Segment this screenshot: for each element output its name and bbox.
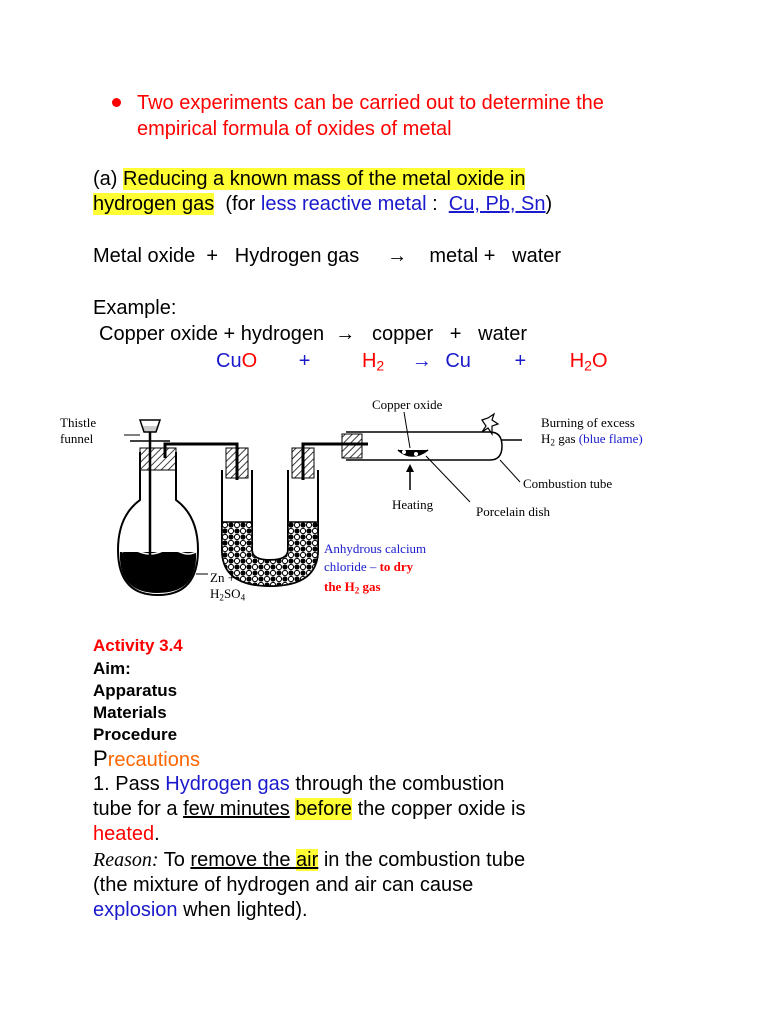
item1-mid: through the combustion (289, 773, 505, 795)
chem-water-h: H (569, 350, 585, 372)
chem-plus-2: + (514, 350, 527, 372)
burning-h-sub: 2 (550, 437, 555, 448)
gas-text: gas (359, 579, 381, 594)
method-a-paren-close: ) (545, 193, 553, 215)
zn-label: Zn + (210, 570, 236, 585)
combustion-tube (342, 432, 502, 460)
example-word-equation (99, 322, 527, 347)
activity-materials: Materials (93, 703, 167, 722)
reason-to: To (158, 849, 191, 871)
item2-few-minutes: few minutes (183, 798, 290, 820)
chem-plus-1: + (298, 350, 311, 372)
reason-line-3 (93, 898, 308, 923)
reason-remove-air (190, 849, 318, 871)
conical-flask (118, 448, 198, 595)
activity-title: Activity 3.4 (93, 636, 183, 655)
method-a-label: (a) (93, 168, 123, 190)
anhydrous-label-2 (324, 559, 413, 575)
apparatus-svg (0, 390, 768, 620)
apparatus-diagram (0, 390, 768, 620)
chem-h2 (362, 350, 384, 372)
activity-procedure: Procedure (93, 725, 178, 744)
porcelain-dish-label: Porcelain dish (476, 504, 551, 519)
burning-gas: gas (554, 431, 579, 446)
explosion-text: explosion (93, 899, 178, 921)
item3-heated: heated (93, 823, 155, 845)
less-reactive-metal: less reactive metal (260, 193, 427, 215)
reason-air: air (296, 849, 319, 871)
precaution-line-1 (93, 772, 504, 797)
example-arrow-icon: → (335, 323, 356, 345)
eq-water: water (512, 245, 562, 267)
h2so4-h: H (210, 586, 220, 601)
heating-label: Heating (392, 497, 434, 512)
eq-metal-oxide: Metal oxide (93, 245, 196, 267)
burning-h: H (541, 431, 551, 446)
thistle-funnel-label-2: funnel (60, 431, 94, 446)
chem-cu: Cu (216, 350, 242, 372)
precautions-p: P (93, 746, 108, 771)
chem-water-o: O (591, 350, 608, 372)
precaution-line-2 (93, 797, 526, 822)
example-water: water (478, 323, 528, 345)
precautions-rest: recautions (107, 749, 200, 771)
h2so4-so: SO (223, 586, 241, 601)
to-dry-text: to dry (379, 559, 414, 574)
reason-label: Reason: (93, 849, 159, 871)
chemical-equation (216, 349, 608, 374)
method-a-line-2 (93, 192, 552, 217)
example-copper: copper (371, 323, 434, 345)
flame-icon (482, 414, 498, 434)
item3-dot: . (154, 823, 160, 845)
precautions-heading (93, 746, 200, 773)
method-a-paren-open: (for (225, 193, 261, 215)
dry-h2-label (324, 579, 381, 595)
reason-line (93, 848, 525, 873)
example-plus: + (449, 323, 462, 345)
h2so4-sub4: 4 (240, 592, 246, 603)
method-a-line-1 (93, 167, 525, 192)
chem-o: O (241, 350, 258, 372)
the-h-text: the H (324, 579, 355, 594)
item1-hydrogen: Hydrogen gas (165, 773, 290, 795)
intro-text: Two experiments can be carried out to determine the empirical formula of oxides of metal (137, 92, 604, 140)
eq-hydrogen-gas: Hydrogen gas (234, 245, 360, 267)
anhydrous-label-1: Anhydrous calcium (324, 541, 427, 556)
example-heading: Example: (93, 297, 177, 319)
burning-label-1: Burning of excess (541, 415, 635, 430)
chem-h: H (361, 350, 377, 372)
method-a-colon: : (426, 193, 438, 215)
method-a-title-2: hydrogen gas (93, 193, 215, 215)
word-equation (93, 244, 561, 269)
activity-aim: Aim: (93, 659, 131, 678)
reason-end: in the combustion tube (318, 849, 526, 871)
item1-num: 1. Pass (93, 773, 166, 795)
reason-line-2: (the mixture of hydrogen and air can cause (93, 874, 474, 896)
thistle-funnel-label-1: Thistle (60, 415, 97, 430)
activity-apparatus: Apparatus (93, 681, 178, 700)
chem-water-sub: 2 (584, 357, 592, 374)
chem-h-sub: 2 (376, 357, 385, 374)
method-a-title-1: Reducing a known mass of the metal oxide in (123, 168, 526, 190)
item2-start: tube for a (93, 798, 184, 820)
combustion-tube-label: Combustion tube (523, 476, 613, 491)
dash-text: – (366, 559, 380, 574)
item2-before: before (295, 798, 353, 820)
eq-metal: metal + (429, 245, 496, 267)
copper-oxide-label: Copper oxide (372, 397, 443, 412)
chem-water (570, 350, 608, 372)
example-lhs: Copper oxide + hydrogen (99, 323, 325, 345)
chem-arrow-icon: → (411, 350, 432, 372)
chloride-text: chloride (324, 559, 367, 574)
metals-list: Cu, Pb, Sn (448, 193, 546, 215)
eq-plus: + (206, 245, 219, 267)
thistle-funnel (124, 420, 170, 565)
eq-arrow-icon: → (387, 245, 408, 267)
precaution-line-3 (93, 822, 160, 847)
h2so4-sub2: 2 (219, 592, 224, 603)
chem-cu-product: Cu (445, 350, 471, 372)
burning-label-2 (541, 431, 643, 447)
blue-flame-label: (blue flame) (578, 431, 643, 446)
h2so4-label (210, 586, 245, 602)
reason-remove: remove the (190, 849, 297, 871)
bullet-dot-icon (112, 98, 121, 107)
item2-end: the copper oxide is (352, 798, 526, 820)
the-h-sub: 2 (354, 585, 360, 596)
reason-line-3-end: when lighted). (177, 899, 308, 921)
